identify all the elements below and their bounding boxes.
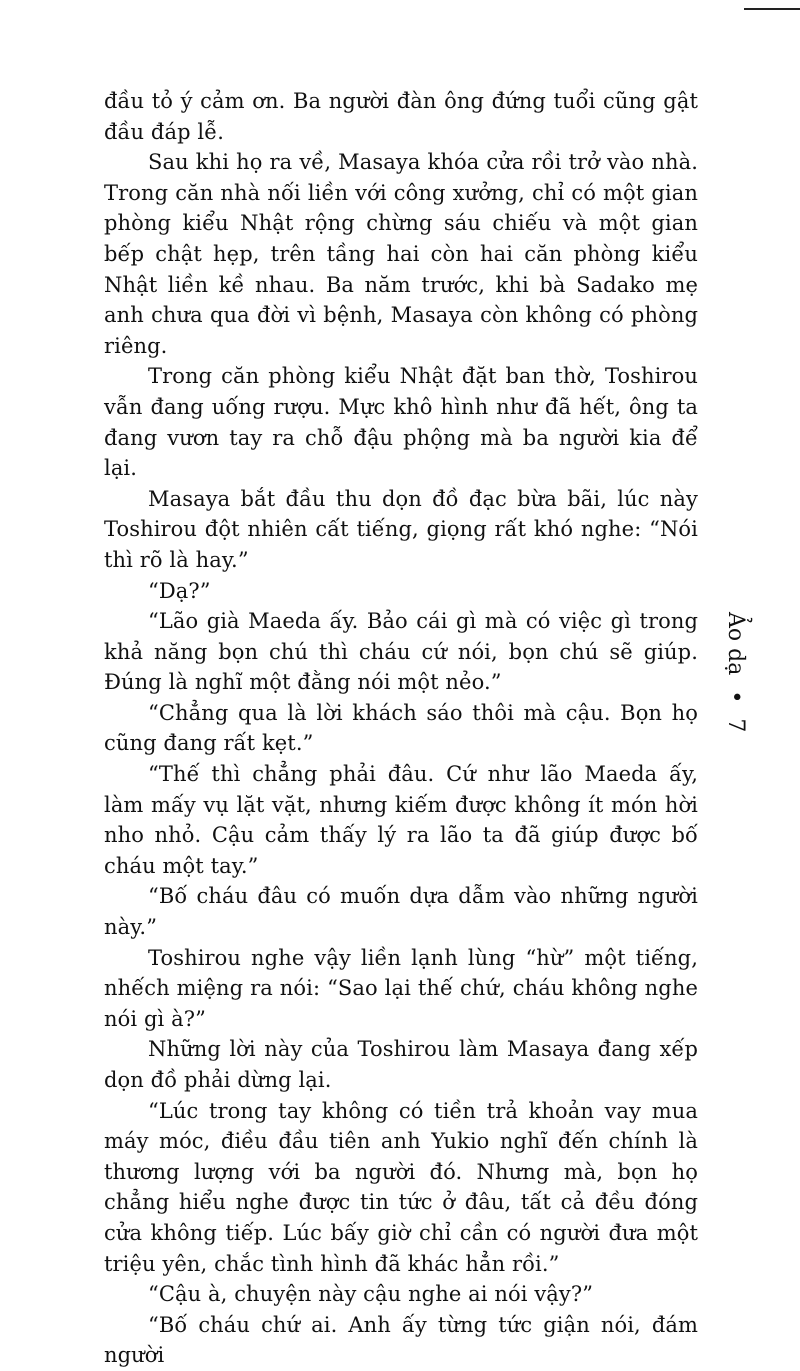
paragraph: Toshirou nghe vậy liền lạnh lùng “hừ” một tiếng, nhếch miệng ra nói: “Sao lại thế chứ, cháu không nghe nói gì à?” bbox=[104, 945, 698, 1031]
paragraph: Những lời này của Toshirou làm Masaya đang xếp dọn đồ phải dừng lại. bbox=[104, 1037, 698, 1092]
running-header bbox=[723, 612, 748, 732]
paragraph: “Thế thì chẳng phải đâu. Cứ như lão Maeda ấy, làm mấy vụ lặt vặt, nhưng kiếm được không ít món hời nho nhỏ. Cậu cảm thấy lý ra lão ta đã giúp được bố cháu một tay.” bbox=[104, 762, 698, 878]
page-body bbox=[104, 86, 698, 1371]
header-separator: • bbox=[723, 690, 748, 704]
top-rule bbox=[744, 8, 800, 10]
paragraph: “Lão già Maeda ấy. Bảo cái gì mà có việc gì trong khả năng bọn chú thì cháu cứ nói, bọn chú sẽ giúp. Đúng là nghĩ một đằng nói một nẻo.” bbox=[104, 609, 698, 695]
paragraph: “Bố cháu chứ ai. Anh ấy từng tức giận nói, đám người bbox=[104, 1312, 698, 1368]
page-number: 7 bbox=[723, 718, 748, 733]
paragraph: “Bố cháu đâu có muốn dựa dẫm vào những người này.” bbox=[104, 884, 698, 940]
paragraph: “Chẳng qua là lời khách sáo thôi mà cậu. Bọn họ cũng đang rất kẹt.” bbox=[104, 700, 698, 756]
paragraph: Masaya bắt đầu thu dọn đồ đạc bừa bãi, lúc này Toshirou đột nhiên cất tiếng, giọng rất khó nghe: “Nói thì rõ là hay.” bbox=[104, 486, 698, 572]
paragraph: “Cậu à, chuyện này cậu nghe ai nói vậy?” bbox=[148, 1282, 594, 1307]
paragraph: đầu tỏ ý cảm ơn. Ba người đàn ông đứng tuổi cũng gật đầu đáp lễ. bbox=[104, 89, 698, 144]
paragraph: “Lúc trong tay không có tiền trả khoản vay mua máy móc, điều đầu tiên anh Yukio nghĩ đến chính là thương lượng với ba người đó. Nhưng mà, bọn họ chẳng hiểu nghe được tin tức ở đâu, tất cả đều đóng cửa không tiếp. Lúc bấy giờ chỉ cần có người đưa một triệu yên, chắc tình hình đã khác hẳn rồi.” bbox=[104, 1098, 698, 1276]
paragraph: Trong căn phòng kiểu Nhật đặt ban thờ, Toshirou vẫn đang uống rượu. Mực khô hình như đã hết, ông ta đang vươn tay ra chỗ đậu phộng mà ba người kia để lại. bbox=[104, 364, 698, 481]
paragraph: “Dạ?” bbox=[148, 578, 211, 603]
paragraph: Sau khi họ ra về, Masaya khóa cửa rồi trở vào nhà. Trong căn nhà nối liền với công xưởng, chỉ có một gian phòng kiểu Nhật rộng chừng sáu chiếu và một gian bếp chật hẹp, trên tầng hai còn hai căn phòng kiểu Nhật liền kề nhau. Ba năm trước, khi bà Sadako mẹ anh chưa qua đời vì bệnh, Masaya còn không có phòng riêng. bbox=[104, 150, 698, 358]
book-title: Ảo dạ bbox=[723, 612, 748, 676]
